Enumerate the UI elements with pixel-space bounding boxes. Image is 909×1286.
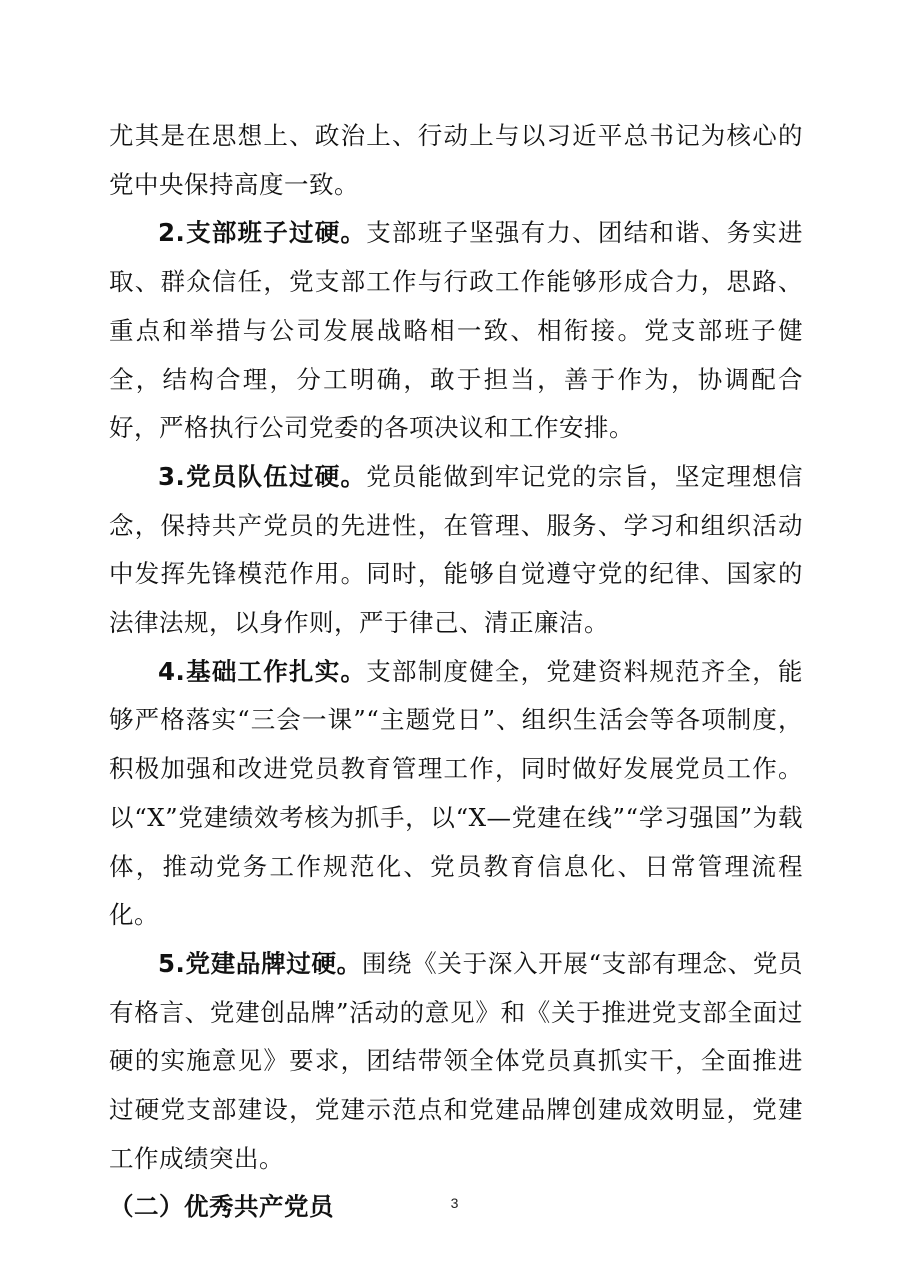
paragraph-text: 围绕《关于深入开展“支部有理念、党员有格言、党建创品牌”活动的意见》和《关于推进党支部全面过硬的实施意见》要求，团结带领全体党员真抓实干，全面推进过硬党支部建设，党建示范点和党建品牌创建成效明显，党建工作成绩突出。 xyxy=(109,948,804,1173)
paragraph-party-brand xyxy=(109,940,803,1184)
paragraph-lead: 4.基础工作扎实。 xyxy=(158,656,367,686)
paragraph-text: 党员能做到牢记党的宗旨，坚定理想信念，保持共产党员的先进性，在管理、服务、学习和组织活动中发挥先锋模范作用。同时，能够自觉遵守党的纪律、国家的法律法规，以身作则，严于律己、清正廉洁。 xyxy=(109,461,803,638)
paragraph-basic-work xyxy=(109,648,803,940)
section-heading: （二）优秀共产党员 xyxy=(109,1192,334,1222)
paragraph-member-team xyxy=(109,453,803,648)
page-number: 3 xyxy=(450,1195,459,1211)
paragraph-text: 支部班子坚强有力、团结和谐、务实进取、群众信任，党支部工作与行政工作能够形成合力，思路、重点和举措与公司发展战略相一致、相衔接。党支部班子健全，结构合理，分工明确，敢于担当，善于作为，协调配合好，严格执行公司党委的各项决议和工作安排。 xyxy=(109,218,803,443)
document-body xyxy=(109,112,803,1232)
paragraph-lead: 5.党建品牌过硬。 xyxy=(158,948,362,978)
paragraph-branch-team xyxy=(109,209,803,453)
paragraph-text: 尤其是在思想上、政治上、行动上与以习近平总书记为核心的党中央保持高度一致。 xyxy=(109,121,803,199)
paragraph-text: 支部制度健全，党建资料规范齐全，能够严格落实“三会一课”“主题党日”、组织生活会等各项制度，积极加强和改进党员教育管理工作，同时做好发展党员工作。以“X”党建绩效考核为抓手，以“X—党建在线”“学习强国”为载体，推动党务工作规范化、党员教育信息化、日常管理流程化。 xyxy=(109,656,803,930)
paragraph-lead: 2.支部班子过硬。 xyxy=(158,218,367,248)
paragraph-lead: 3.党员队伍过硬。 xyxy=(158,461,367,491)
paragraph-continuation xyxy=(109,112,803,209)
